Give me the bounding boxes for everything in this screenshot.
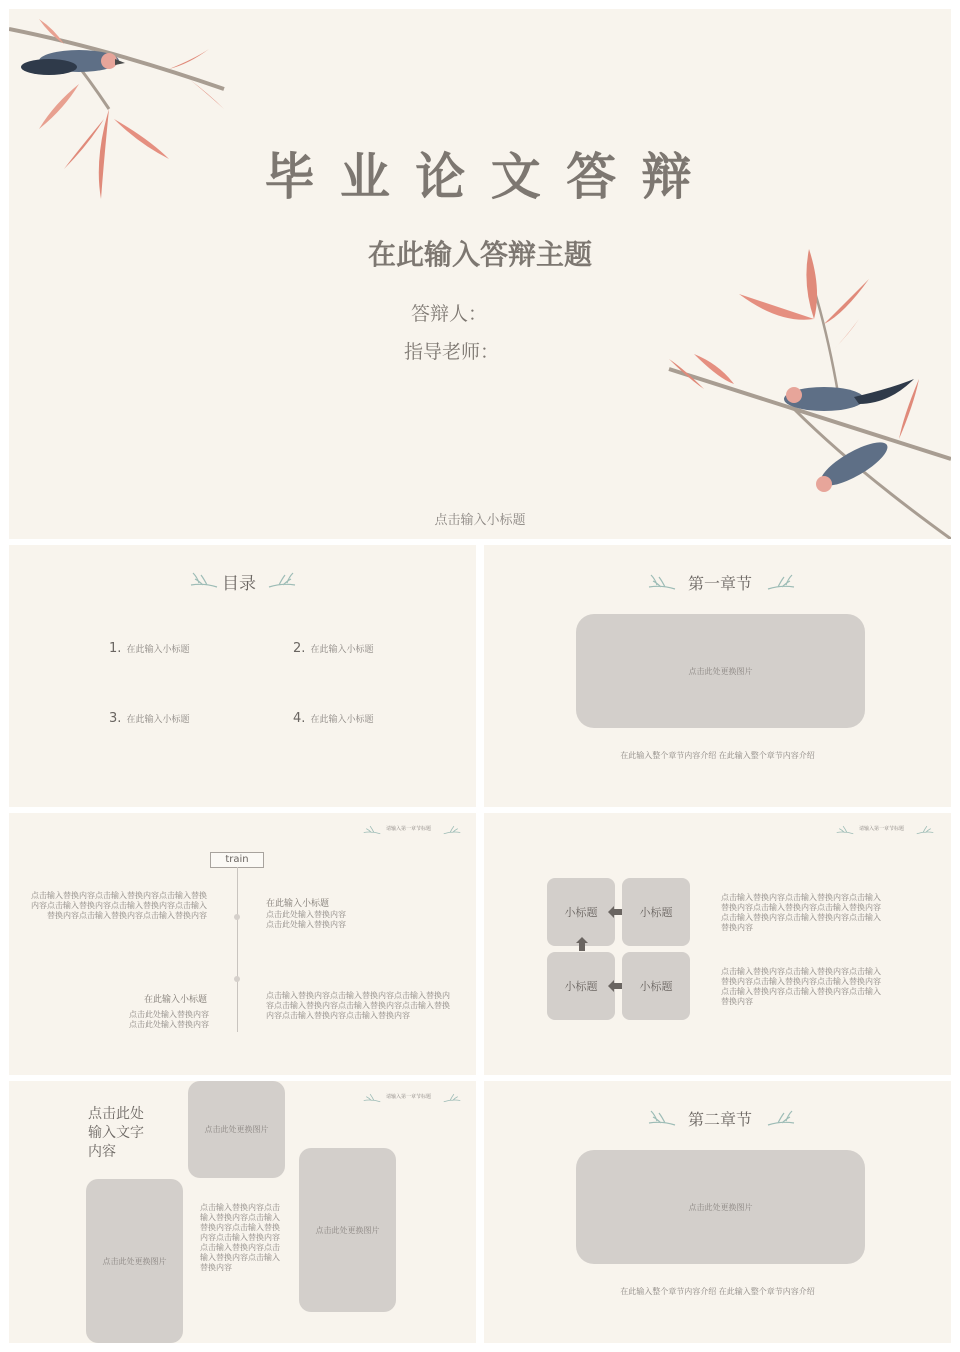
grid-box-4[interactable]: 小标题 xyxy=(622,952,690,1020)
grid-box-2[interactable]: 小标题 xyxy=(622,878,690,946)
timeline-left-bottom-l2: 点击此处输入替换内容 xyxy=(129,1020,209,1029)
timeline-slide xyxy=(9,813,476,1075)
toc-item-label: 在此输入小标题 xyxy=(126,645,190,655)
grid-text-2: 点击输入替换内容点击输入替换内容点击输入替换内容点击输入替换内容点击输入替换内容点击输入替换内容点击输入替换内容点击输入替换内容 xyxy=(721,967,881,1006)
gallery-title-line: 输入文字 xyxy=(88,1125,144,1141)
timeline-left-bottom-title: 在此输入小标题 xyxy=(143,995,207,1005)
toc-item-number: 4. xyxy=(293,711,306,726)
cover-footer: 点击输入小标题 xyxy=(434,513,526,528)
grid-box-3[interactable]: 小标题 xyxy=(547,952,615,1020)
chapter1-slide xyxy=(484,545,951,807)
timeline-dot xyxy=(234,976,240,982)
left-leaf-icon xyxy=(189,567,219,589)
timeline-right-top-l2: 点击此处输入替换内容 xyxy=(266,920,346,929)
right-leaf-icon xyxy=(766,1105,796,1127)
gallery-title-line: 内容 xyxy=(88,1144,116,1160)
grid-box-1[interactable]: 小标题 xyxy=(547,878,615,946)
left-leaf-icon xyxy=(647,569,677,591)
arrow-left-icon xyxy=(608,906,622,918)
timeline-tag: train xyxy=(210,852,264,868)
slide-header: 请输入第一章节标题 xyxy=(386,1094,432,1100)
toc-item-number: 1. xyxy=(109,641,122,656)
image-placeholder[interactable]: 点击此处更换图片 xyxy=(576,614,865,728)
chapter2-intro: 在此输入整个章节内容介绍 在此输入整个章节内容介绍 xyxy=(620,1287,815,1296)
arrow-left-icon xyxy=(608,980,622,992)
grid-slide xyxy=(484,813,951,1075)
timeline-right-bottom-text: 点击输入替换内容点击输入替换内容点击输入替换内容点击输入替换内容点击输入替换内容点击输入替换内容点击输入替换内容点击输入替换内容 xyxy=(266,991,450,1020)
timeline-left-bottom-l1: 点击此处输入替换内容 xyxy=(129,1010,209,1019)
right-leaf-icon xyxy=(914,821,936,835)
timeline-right-top-title: 在此输入小标题 xyxy=(266,899,330,909)
image-placeholder[interactable]: 点击此处更换图片 xyxy=(86,1179,183,1343)
timeline-left-top-text: 点击输入替换内容点击输入替换内容点击输入替换内容点击输入替换内容点击输入替换内容点击输入替换内容点击输入替换内容点击输入替换内容 xyxy=(31,891,207,920)
chapter1-title: 第一章节 xyxy=(688,574,753,593)
image-placeholder[interactable]: 点击此处更换图片 xyxy=(576,1150,865,1264)
timeline-right-top-l1: 点击此处输入替换内容 xyxy=(266,910,346,919)
toc-item-number: 2. xyxy=(293,641,306,656)
left-leaf-icon xyxy=(647,1105,677,1127)
presenter-label: 答辩人： xyxy=(411,303,488,325)
cover-subtitle: 在此输入答辩主题 xyxy=(367,238,592,271)
toc-item-4[interactable] xyxy=(293,707,374,726)
toc-item-1[interactable] xyxy=(109,637,190,656)
image-placeholder[interactable]: 点击此处更换图片 xyxy=(188,1081,285,1178)
left-leaf-icon xyxy=(361,821,383,835)
toc-item-3[interactable] xyxy=(109,707,190,726)
timeline-line xyxy=(237,867,238,1032)
toc-item-number: 3. xyxy=(109,711,122,726)
left-leaf-icon xyxy=(834,821,856,835)
toc-item-2[interactable] xyxy=(293,637,374,656)
branch-birds-illustration xyxy=(664,239,951,539)
cover-slide xyxy=(9,9,951,539)
timeline-dot xyxy=(234,914,240,920)
cover-title: 毕 业 论 文 答 辩 xyxy=(264,148,696,206)
gallery-title-line: 点击此处 xyxy=(88,1106,144,1122)
chapter2-slide xyxy=(484,1081,951,1343)
image-placeholder[interactable]: 点击此处更换图片 xyxy=(299,1148,396,1312)
right-leaf-icon xyxy=(441,821,463,835)
advisor-label: 指导老师： xyxy=(404,341,500,363)
toc-item-label: 在此输入小标题 xyxy=(310,715,374,725)
right-leaf-icon xyxy=(766,569,796,591)
toc-title: 目录 xyxy=(222,574,256,594)
chapter1-intro: 在此输入整个章节内容介绍 在此输入整个章节内容介绍 xyxy=(620,751,815,760)
toc-item-label: 在此输入小标题 xyxy=(310,645,374,655)
toc-slide xyxy=(9,545,476,807)
gallery-text: 点击输入替换内容点击输入替换内容点击输入替换内容点击输入替换内容点击输入替换内容点击输入替换内容点击输入替换内容点击输入替换内容 xyxy=(200,1203,280,1272)
slide-header: 请输入第一章节标题 xyxy=(859,826,905,832)
toc-item-label: 在此输入小标题 xyxy=(126,715,190,725)
right-leaf-icon xyxy=(441,1089,463,1103)
grid-text-1: 点击输入替换内容点击输入替换内容点击输入替换内容点击输入替换内容点击输入替换内容点击输入替换内容点击输入替换内容点击输入替换内容 xyxy=(721,893,881,932)
gallery-slide xyxy=(9,1081,476,1343)
right-leaf-icon xyxy=(267,567,297,589)
left-leaf-icon xyxy=(361,1089,383,1103)
chapter2-title: 第二章节 xyxy=(688,1110,753,1129)
gallery-title xyxy=(88,1105,144,1162)
arrow-up-icon xyxy=(576,937,588,951)
slide-header: 请输入第一章节标题 xyxy=(386,826,432,832)
